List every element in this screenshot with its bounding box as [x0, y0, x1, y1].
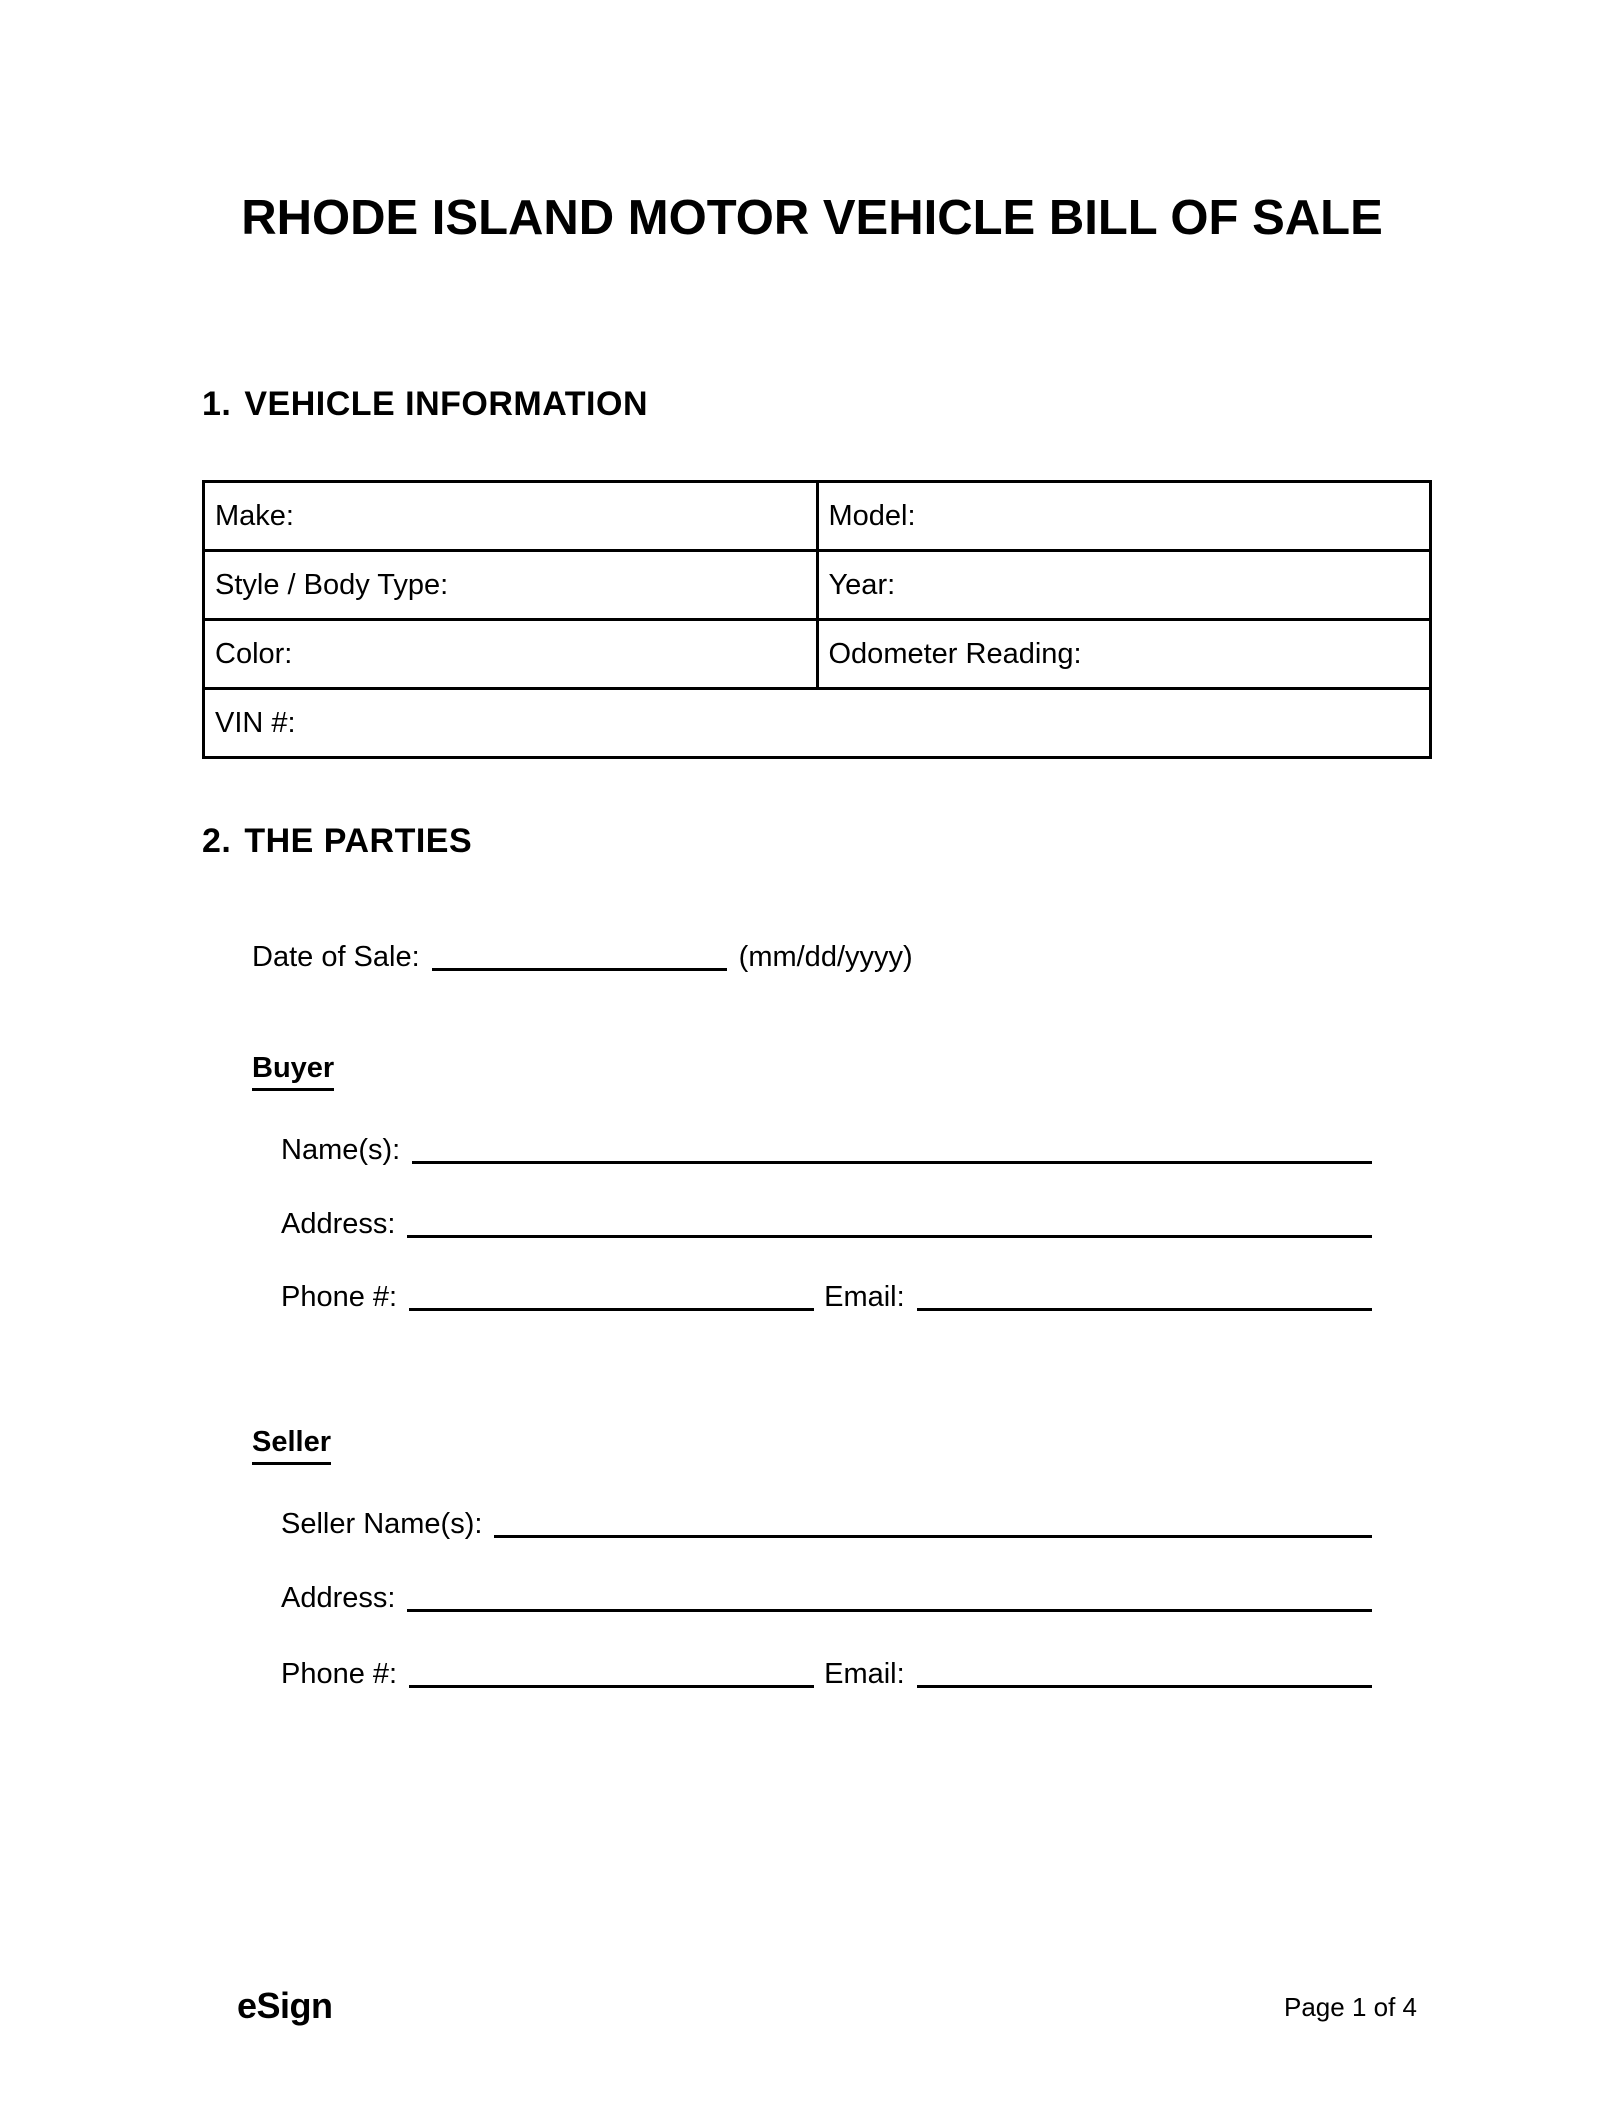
vehicle-information-table — [202, 480, 1432, 759]
model-label: Model: — [828, 499, 916, 532]
document-title: RHODE ISLAND MOTOR VEHICLE BILL OF SALE — [241, 191, 1383, 245]
color-cell[interactable] — [204, 620, 818, 689]
make-cell[interactable] — [204, 482, 818, 551]
vehicle-information-heading — [202, 385, 648, 424]
page-indicator: Page 1 of 4 — [1284, 1992, 1417, 2022]
style-body-type-cell[interactable] — [204, 551, 818, 620]
table-row — [204, 689, 1431, 758]
buyer-name-field[interactable] — [412, 1151, 1372, 1164]
buyer-phone-field[interactable] — [409, 1298, 814, 1311]
vin-cell[interactable] — [204, 689, 1431, 758]
seller-address-field[interactable] — [407, 1599, 1372, 1612]
vin-label: VIN #: — [215, 706, 296, 739]
table-row — [204, 620, 1431, 689]
section-label: THE PARTIES — [244, 822, 473, 860]
section-label: VEHICLE INFORMATION — [244, 385, 648, 423]
odometer-cell[interactable] — [817, 620, 1431, 689]
buyer-name-label: Name(s): — [281, 1134, 401, 1166]
section-number: 2. — [202, 822, 232, 860]
date-of-sale-label: Date of Sale: — [252, 941, 420, 973]
seller-address-row — [281, 1582, 1372, 1615]
the-parties-heading — [202, 822, 472, 861]
model-cell[interactable] — [817, 482, 1431, 551]
year-cell[interactable] — [817, 551, 1431, 620]
buyer-email-field[interactable] — [917, 1298, 1372, 1311]
seller-email-field[interactable] — [917, 1675, 1372, 1688]
buyer-heading: Buyer — [252, 1052, 334, 1091]
seller-phone-label: Phone #: — [281, 1658, 398, 1690]
seller-name-row — [281, 1508, 1372, 1541]
seller-phone-email-row — [281, 1658, 1372, 1691]
esign-logo: eSign — [237, 1985, 333, 2026]
buyer-phone-label: Phone #: — [281, 1281, 398, 1313]
buyer-address-field[interactable] — [407, 1225, 1372, 1238]
section-number: 1. — [202, 385, 232, 423]
odometer-label: Odometer Reading: — [828, 637, 1082, 670]
seller-address-label: Address: — [281, 1582, 396, 1614]
buyer-address-label: Address: — [281, 1208, 396, 1240]
table-row — [204, 551, 1431, 620]
seller-heading: Seller — [252, 1426, 331, 1465]
buyer-email-label: Email: — [824, 1281, 905, 1313]
style-body-type-label: Style / Body Type: — [215, 568, 449, 601]
table-row — [204, 482, 1431, 551]
date-of-sale-field[interactable] — [432, 958, 727, 971]
seller-name-label: Seller Name(s): — [281, 1508, 483, 1540]
buyer-address-row — [281, 1208, 1372, 1241]
color-label: Color: — [215, 637, 293, 670]
date-format-hint: (mm/dd/yyyy) — [738, 941, 913, 973]
year-label: Year: — [828, 568, 896, 601]
date-of-sale-row — [252, 941, 952, 974]
make-label: Make: — [215, 499, 294, 532]
seller-name-field[interactable] — [494, 1525, 1372, 1538]
buyer-phone-email-row — [281, 1281, 1372, 1314]
seller-email-label: Email: — [824, 1658, 905, 1690]
buyer-name-row — [281, 1134, 1372, 1167]
seller-phone-field[interactable] — [409, 1675, 814, 1688]
